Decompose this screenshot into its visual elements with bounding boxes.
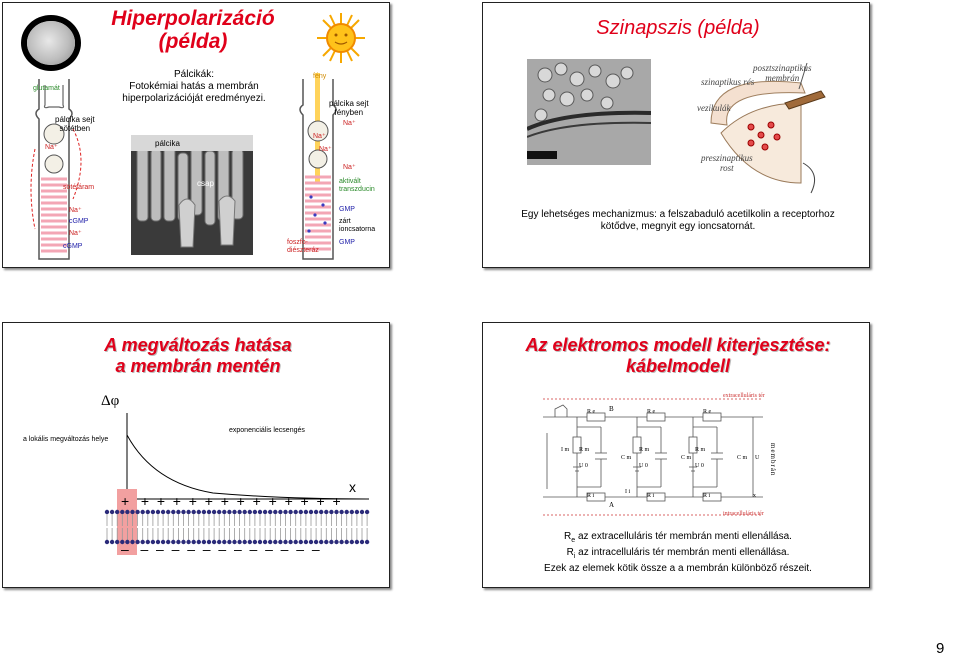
label-pre2: rost	[720, 163, 734, 173]
minus-6: –	[202, 541, 211, 557]
label-membran: membrán	[769, 443, 777, 477]
plus-6: +	[204, 493, 213, 509]
lipid-head-top	[314, 510, 318, 514]
minus-3: –	[156, 541, 164, 557]
plus-4: +	[172, 493, 181, 509]
lipid-head-top	[334, 510, 338, 514]
plus-2: +	[140, 493, 150, 509]
legend-line1	[493, 531, 863, 547]
minus-10: –	[265, 541, 273, 557]
lipid-head-top	[248, 510, 252, 514]
label-feny: fény	[313, 73, 327, 80]
lipid-head-bottom	[105, 540, 109, 544]
label-rod-light-2: fényben	[334, 108, 364, 117]
label-posztszinaptikus	[753, 63, 812, 83]
minus-12: –	[296, 541, 305, 557]
legend2-rest: az intracelluláris tér membrán menti ellenállása.	[575, 547, 790, 558]
caption-line1: Fotokémiai hatás a membrán	[129, 81, 259, 92]
lipid-head-top	[141, 510, 145, 514]
plus-1: +	[121, 493, 130, 509]
lipid-head-top	[202, 510, 206, 514]
plus-3: +	[156, 493, 166, 509]
slide4-title-1: Az elektromos modell kiterjesztése:	[525, 335, 831, 355]
plus-7: +	[220, 493, 229, 509]
legend1-sub: e	[571, 537, 576, 544]
lipid-head-top	[355, 510, 359, 514]
lipid-head-top	[232, 510, 236, 514]
label-poszt1: posztszinaptikus	[753, 63, 812, 73]
lipid-head-top	[146, 510, 150, 514]
lipid-head-top	[294, 510, 298, 514]
slide3-title-1: A megváltozás hatása	[104, 335, 292, 355]
label-U0-3: U 0	[695, 463, 704, 469]
label-Re-2: R e	[647, 409, 656, 415]
lipid-head-top	[161, 510, 165, 514]
label-na-2: Na⁺	[69, 207, 82, 214]
label-Im: I m	[561, 447, 570, 453]
label-Rm-1: R m	[579, 447, 590, 453]
lipid-head-top	[304, 510, 308, 514]
lipid-head-top	[339, 510, 343, 514]
lipid-head-top	[181, 510, 185, 514]
label-Cm-1: C m	[621, 455, 632, 461]
lipid-head-top	[176, 510, 180, 514]
label-na-1: Na⁺	[45, 144, 58, 151]
rod-dark-diagram	[29, 79, 99, 264]
plus-11: +	[284, 493, 293, 509]
label-extracellular: extracelluláris tér	[723, 393, 765, 399]
legend-line2	[493, 547, 863, 563]
legend1-rest: az extracelluláris tér membrán menti ellenállása.	[575, 531, 792, 542]
label-glutamat: glutamát	[33, 85, 60, 92]
minus-7: –	[218, 541, 227, 557]
slide2-caption	[503, 209, 853, 233]
label-rod-light-1: pálcika sejt	[329, 99, 369, 108]
plus-9: +	[252, 493, 261, 509]
lipid-head-top	[273, 510, 277, 514]
slide4-legend	[493, 531, 863, 575]
slide1-title	[103, 7, 283, 53]
lipid-head-top	[115, 510, 119, 514]
minus-8: –	[233, 541, 242, 557]
lipid-head-top	[324, 510, 328, 514]
plus-8: +	[236, 493, 245, 509]
lipid-head-top	[227, 510, 231, 514]
slide2-caption-1: Egy lehetséges mechanizmus: a felszabaduló acetilkolin a receptorhoz	[521, 209, 835, 220]
label-aktivalt-transducin	[339, 178, 375, 194]
plus-13: +	[316, 493, 325, 509]
lipid-head-top	[207, 510, 211, 514]
legend2-sub: i	[573, 553, 576, 560]
lipid-head-top	[171, 510, 175, 514]
label-Ii: I i	[625, 489, 631, 495]
lipid-head-top	[258, 510, 262, 514]
lipid-head-top	[329, 510, 333, 514]
label-rod-dark-2: sötétben	[59, 124, 91, 133]
lipid-head-top	[222, 510, 226, 514]
slide1-title-line2: (példa)	[158, 30, 228, 53]
lipid-head-top	[135, 510, 139, 514]
lipid-head-top	[110, 510, 114, 514]
label-Ri-2: R i	[647, 493, 655, 499]
label-vezikulak: vezikulák	[697, 103, 731, 113]
label-na-7: Na⁺	[343, 164, 356, 171]
label-Re-1: R e	[587, 409, 596, 415]
x-mark: x	[349, 479, 356, 495]
label-preszinaptikus	[701, 153, 753, 173]
label-palcika: pálcika	[155, 139, 180, 148]
label-gmp-1: GMP	[339, 206, 355, 213]
label-cgmp-2: cGMP	[63, 243, 83, 250]
slide-hyperpolarization	[2, 2, 390, 268]
label-A: A	[609, 501, 615, 509]
label-zart: zárt	[339, 218, 351, 225]
lipid-head-top	[197, 510, 201, 514]
caption-line2: hiperpolarizációját eredményezi.	[122, 93, 266, 104]
minus-2: –	[140, 541, 149, 557]
lipid-head-top	[345, 510, 349, 514]
slide4-title-2: kábelmodell	[625, 356, 731, 376]
label-Ri-1: R i	[587, 493, 595, 499]
decay-label: exponenciális lecsengés	[229, 427, 305, 434]
label-aktivalt: aktivált	[339, 178, 361, 185]
lipid-head-top	[151, 510, 155, 514]
minus-5: –	[187, 541, 195, 557]
label-cgmp-1: cGMP	[69, 218, 89, 225]
synapse-micrograph	[527, 59, 651, 165]
label-rod-dark	[55, 115, 95, 133]
plus-row	[121, 493, 371, 509]
page-number: 9	[936, 640, 945, 657]
lipid-head-bottom	[115, 540, 119, 544]
plus-14: +	[332, 493, 341, 509]
lipid-head-top	[192, 510, 196, 514]
lipid-head-top	[237, 510, 241, 514]
minus-4: –	[171, 541, 180, 557]
slide-cable-model	[482, 322, 870, 588]
label-na-6: Na⁺	[319, 146, 332, 153]
label-rod-dark-1: pálcika sejt	[55, 115, 95, 124]
label-ioncsatorna: ioncsatorna	[339, 226, 376, 233]
slide-membrane-effect	[2, 322, 390, 588]
label-intracellular: intracelluláris tér	[723, 511, 764, 517]
plus-5: +	[188, 493, 197, 509]
label-gmp-2: GMP	[339, 239, 355, 246]
label-pre1: preszinaptikus	[701, 153, 753, 163]
lipid-head-top	[243, 510, 247, 514]
lipid-head-top	[105, 510, 109, 514]
minus-9: –	[249, 541, 258, 557]
lipid-head-top	[156, 510, 160, 514]
decay-plot	[123, 413, 373, 503]
label-na-4: Na⁺	[343, 120, 356, 127]
label-U: U	[755, 455, 760, 461]
label-Rm-2: R m	[639, 447, 650, 453]
label-Cm-2: C m	[681, 455, 692, 461]
lipid-head-top	[360, 510, 364, 514]
label-na-3: Na⁺	[69, 230, 82, 237]
label-csap: csap	[197, 179, 214, 188]
local-change-label: a lokális megváltozás helye	[23, 436, 109, 443]
lipid-head-top	[365, 510, 369, 514]
label-zart-ioncsatorna	[339, 218, 375, 234]
minus-13: –	[311, 541, 320, 557]
label-foszfodiesteraz	[287, 239, 319, 255]
plus-10: +	[268, 493, 277, 509]
lipid-head-top	[278, 510, 282, 514]
lipid-head-top	[350, 510, 354, 514]
slide3-title	[63, 335, 333, 377]
sun-icon	[315, 11, 367, 65]
label-Rm-3: R m	[695, 447, 706, 453]
label-Ri-3: R i	[703, 493, 711, 499]
lipid-head-top	[125, 510, 129, 514]
label-U0-1: U 0	[579, 463, 588, 469]
lipid-head-top	[288, 510, 292, 514]
lipid-head-top	[130, 510, 134, 514]
slide1-title-line1: Hiperpolarizáció	[111, 7, 275, 30]
label-x: x	[753, 493, 756, 499]
label-poszt2: membrán	[765, 73, 800, 83]
lipid-head-top	[212, 510, 216, 514]
legend2-pre: R	[566, 547, 574, 558]
lipid-head-top	[120, 510, 124, 514]
legend1-pre: R	[564, 531, 572, 542]
lipid-head-top	[217, 510, 221, 514]
label-foszfo1: foszfo-	[287, 239, 309, 246]
lipid-head-top	[299, 510, 303, 514]
minus-11: –	[280, 541, 289, 557]
lipid-head-top	[186, 510, 190, 514]
label-B: B	[609, 405, 614, 413]
caption-head: Pálcikák:	[173, 69, 214, 80]
slide3-title-2: a membrán mentén	[115, 356, 281, 376]
plus-12: +	[300, 493, 309, 509]
lipid-head-top	[283, 510, 287, 514]
lipid-bilayer	[103, 509, 373, 545]
label-rod-light	[329, 99, 369, 117]
slide4-title	[493, 335, 863, 377]
slide1-caption	[119, 69, 269, 105]
label-Cm-3: C m	[737, 455, 748, 461]
lipid-head-top	[166, 510, 170, 514]
label-foszfo2: diészteráz	[287, 247, 319, 254]
lipid-head-top	[309, 510, 313, 514]
label-U0-2: U 0	[639, 463, 648, 469]
slide2-title: Szinapszis (példa)	[596, 17, 760, 39]
label-szinaptikus-res: szinaptikus rés	[701, 77, 755, 87]
label-na-5: Na⁺	[313, 133, 326, 140]
slide-synapse	[482, 2, 870, 268]
label-Re-3: R e	[703, 409, 712, 415]
lipid-head-bottom	[110, 540, 114, 544]
rod-cone-micrograph	[131, 135, 253, 255]
lipid-head-top	[253, 510, 257, 514]
minus-row	[121, 541, 371, 557]
minus-1: –	[121, 541, 129, 557]
lipid-head-top	[263, 510, 267, 514]
label-transducin: transzducin	[339, 186, 375, 193]
lipid-head-top	[268, 510, 272, 514]
moon-image	[27, 21, 75, 65]
delta-phi-label: Δφ	[101, 393, 120, 409]
slide2-caption-2: kötődve, megnyit egy ioncsatornát.	[600, 221, 756, 232]
label-sotetaram: sötétáram	[63, 184, 95, 191]
legend-line3: Ezek az elemek kötik össze a a membrán különböző részeit.	[544, 563, 812, 574]
lipid-head-top	[319, 510, 323, 514]
